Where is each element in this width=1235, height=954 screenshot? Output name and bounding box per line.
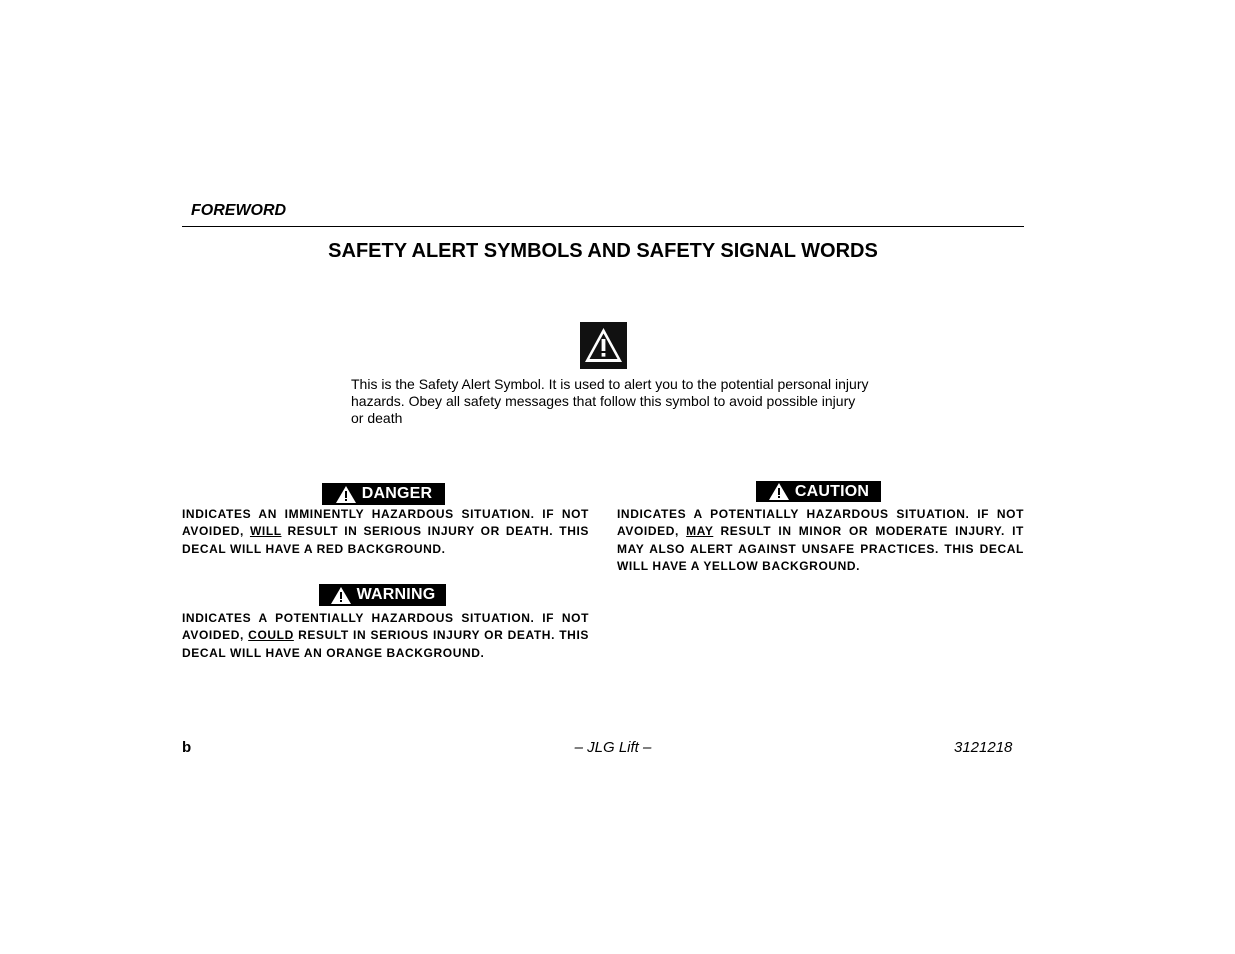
warning-text-start: INDICATES A POTENTIALLY HAZARDOUS SITUATION. IF NOT AVOIDED,	[182, 611, 589, 643]
page-number: b	[182, 739, 192, 756]
footer-center-text: – JLG Lift –	[574, 739, 652, 756]
danger-text-start: INDICATES AN IMMINENTLY HAZARDOUS SITUATION. IF NOT AVOIDED,	[182, 507, 589, 539]
safety-alert-icon	[580, 322, 627, 369]
warning-triangle-icon	[768, 482, 790, 501]
warning-emphasis: COULD	[248, 628, 294, 643]
danger-description	[182, 506, 589, 558]
header-rule	[182, 226, 1024, 227]
danger-label: DANGER	[361, 485, 433, 502]
warning-text-end: RESULT IN SERIOUS INJURY OR DEATH. THIS DECAL WILL HAVE AN ORANGE BACKGROUND.	[182, 628, 589, 660]
caution-label: CAUTION	[794, 482, 870, 500]
warning-signal-label	[319, 584, 446, 606]
document-number: 3121218	[954, 739, 1013, 756]
warning-triangle-icon	[335, 485, 357, 504]
caution-signal-label	[756, 481, 881, 502]
warning-triangle-icon	[330, 586, 352, 605]
caution-text-start: INDICATES A POTENTIALLY HAZARDOUS SITUATION. IF NOT AVOIDED,	[617, 507, 1024, 539]
safety-alert-description: This is the Safety Alert Symbol. It is used to alert you to the potential personal injury hazards. Obey all safety messages that follow this symbol to avoid possible injury or death	[351, 376, 869, 426]
danger-signal-label	[322, 483, 445, 505]
danger-emphasis: WILL	[249, 524, 282, 539]
caution-text-end: RESULT IN MINOR OR MODERATE INJURY. IT MAY ALSO ALERT AGAINST UNSAFE PRACTICES. THIS DECAL WILL HAVE A YELLOW BACKGROUND.	[617, 524, 1024, 573]
section-title: FOREWORD	[191, 202, 287, 219]
caution-description	[617, 506, 1024, 575]
warning-description	[182, 610, 589, 662]
page-title: SAFETY ALERT SYMBOLS AND SAFETY SIGNAL WORDS	[328, 240, 878, 262]
warning-label: WARNING	[356, 586, 436, 603]
caution-emphasis: MAY	[686, 524, 714, 539]
danger-text-end: RESULT IN SERIOUS INJURY OR DEATH. THIS DECAL WILL HAVE A RED BACKGROUND.	[182, 524, 589, 556]
